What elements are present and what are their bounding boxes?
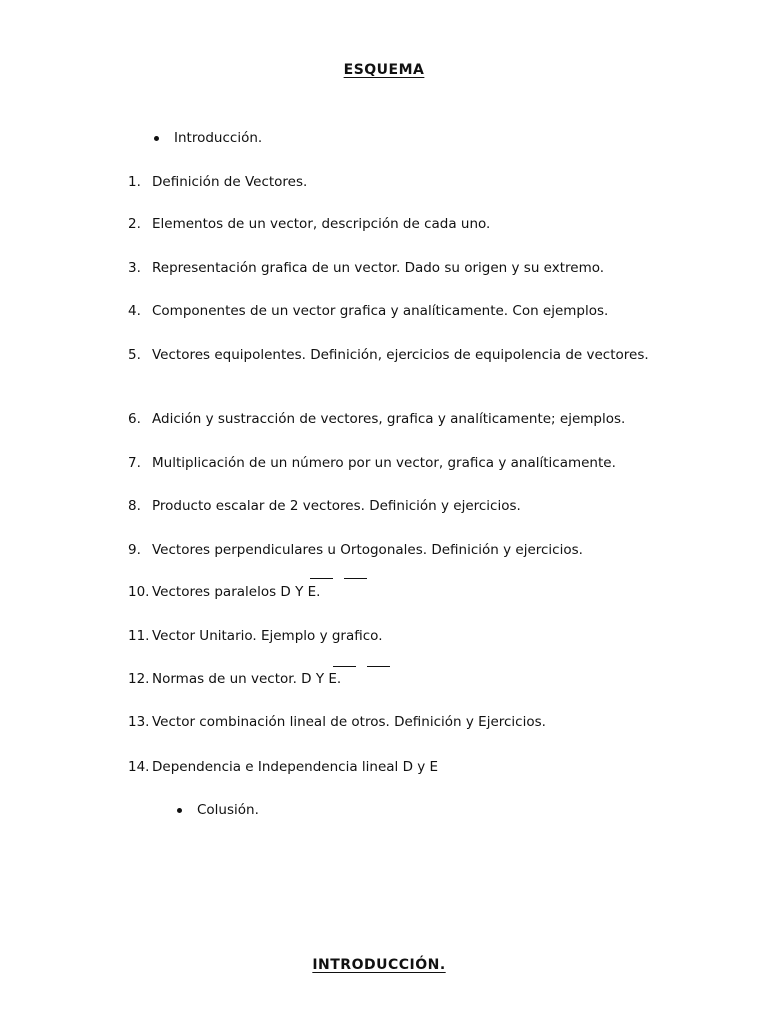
vector-overline-mark [367, 666, 390, 667]
list-item: 5. Vectores equipolentes. Definición, ejercicios de equipolencia de vectores. [128, 347, 649, 363]
list-item: 9. Vectores perpendiculares u Ortogonales. Definición y ejercicios. [128, 542, 583, 558]
list-item: 8. Producto escalar de 2 vectores. Definición y ejercicios. [128, 498, 521, 514]
bullet-item-introduccion: Introducción. [174, 128, 262, 148]
list-item: 13. Vector combinación lineal de otros. Definición y Ejercicios. [128, 714, 546, 730]
page-title: ESQUEMA [343, 62, 425, 78]
bullet-item-colusion: Colusión. [197, 800, 259, 820]
bullet-dot-icon [154, 136, 159, 141]
vector-overline-mark [344, 578, 367, 579]
list-item: 2. Elementos de un vector, descripción de cada uno. [128, 216, 491, 232]
list-item: 3. Representación grafica de un vector. Dado su origen y su extremo. [128, 260, 605, 276]
list-item: 11. Vector Unitario. Ejemplo y grafico. [128, 628, 383, 644]
list-item: 12. Normas de un vector. D Y E. [128, 671, 342, 687]
list-item: 1. Definición de Vectores. [128, 174, 308, 190]
section-title-introduccion: INTRODUCCIÓN. [312, 957, 446, 973]
vector-overline-mark [310, 578, 333, 579]
list-item: 14. Dependencia e Independencia lineal D y E [128, 759, 439, 775]
list-item: 10. Vectores paralelos D Y E. [128, 584, 321, 600]
list-item: 4. Componentes de un vector grafica y analíticamente. Con ejemplos. [128, 303, 609, 319]
list-item: 7. Multiplicación de un número por un vector, grafica y analíticamente. [128, 455, 616, 471]
list-item: 6. Adición y sustracción de vectores, grafica y analíticamente; ejemplos. [128, 411, 626, 427]
vector-overline-mark [333, 666, 356, 667]
bullet-dot-icon [177, 808, 182, 813]
